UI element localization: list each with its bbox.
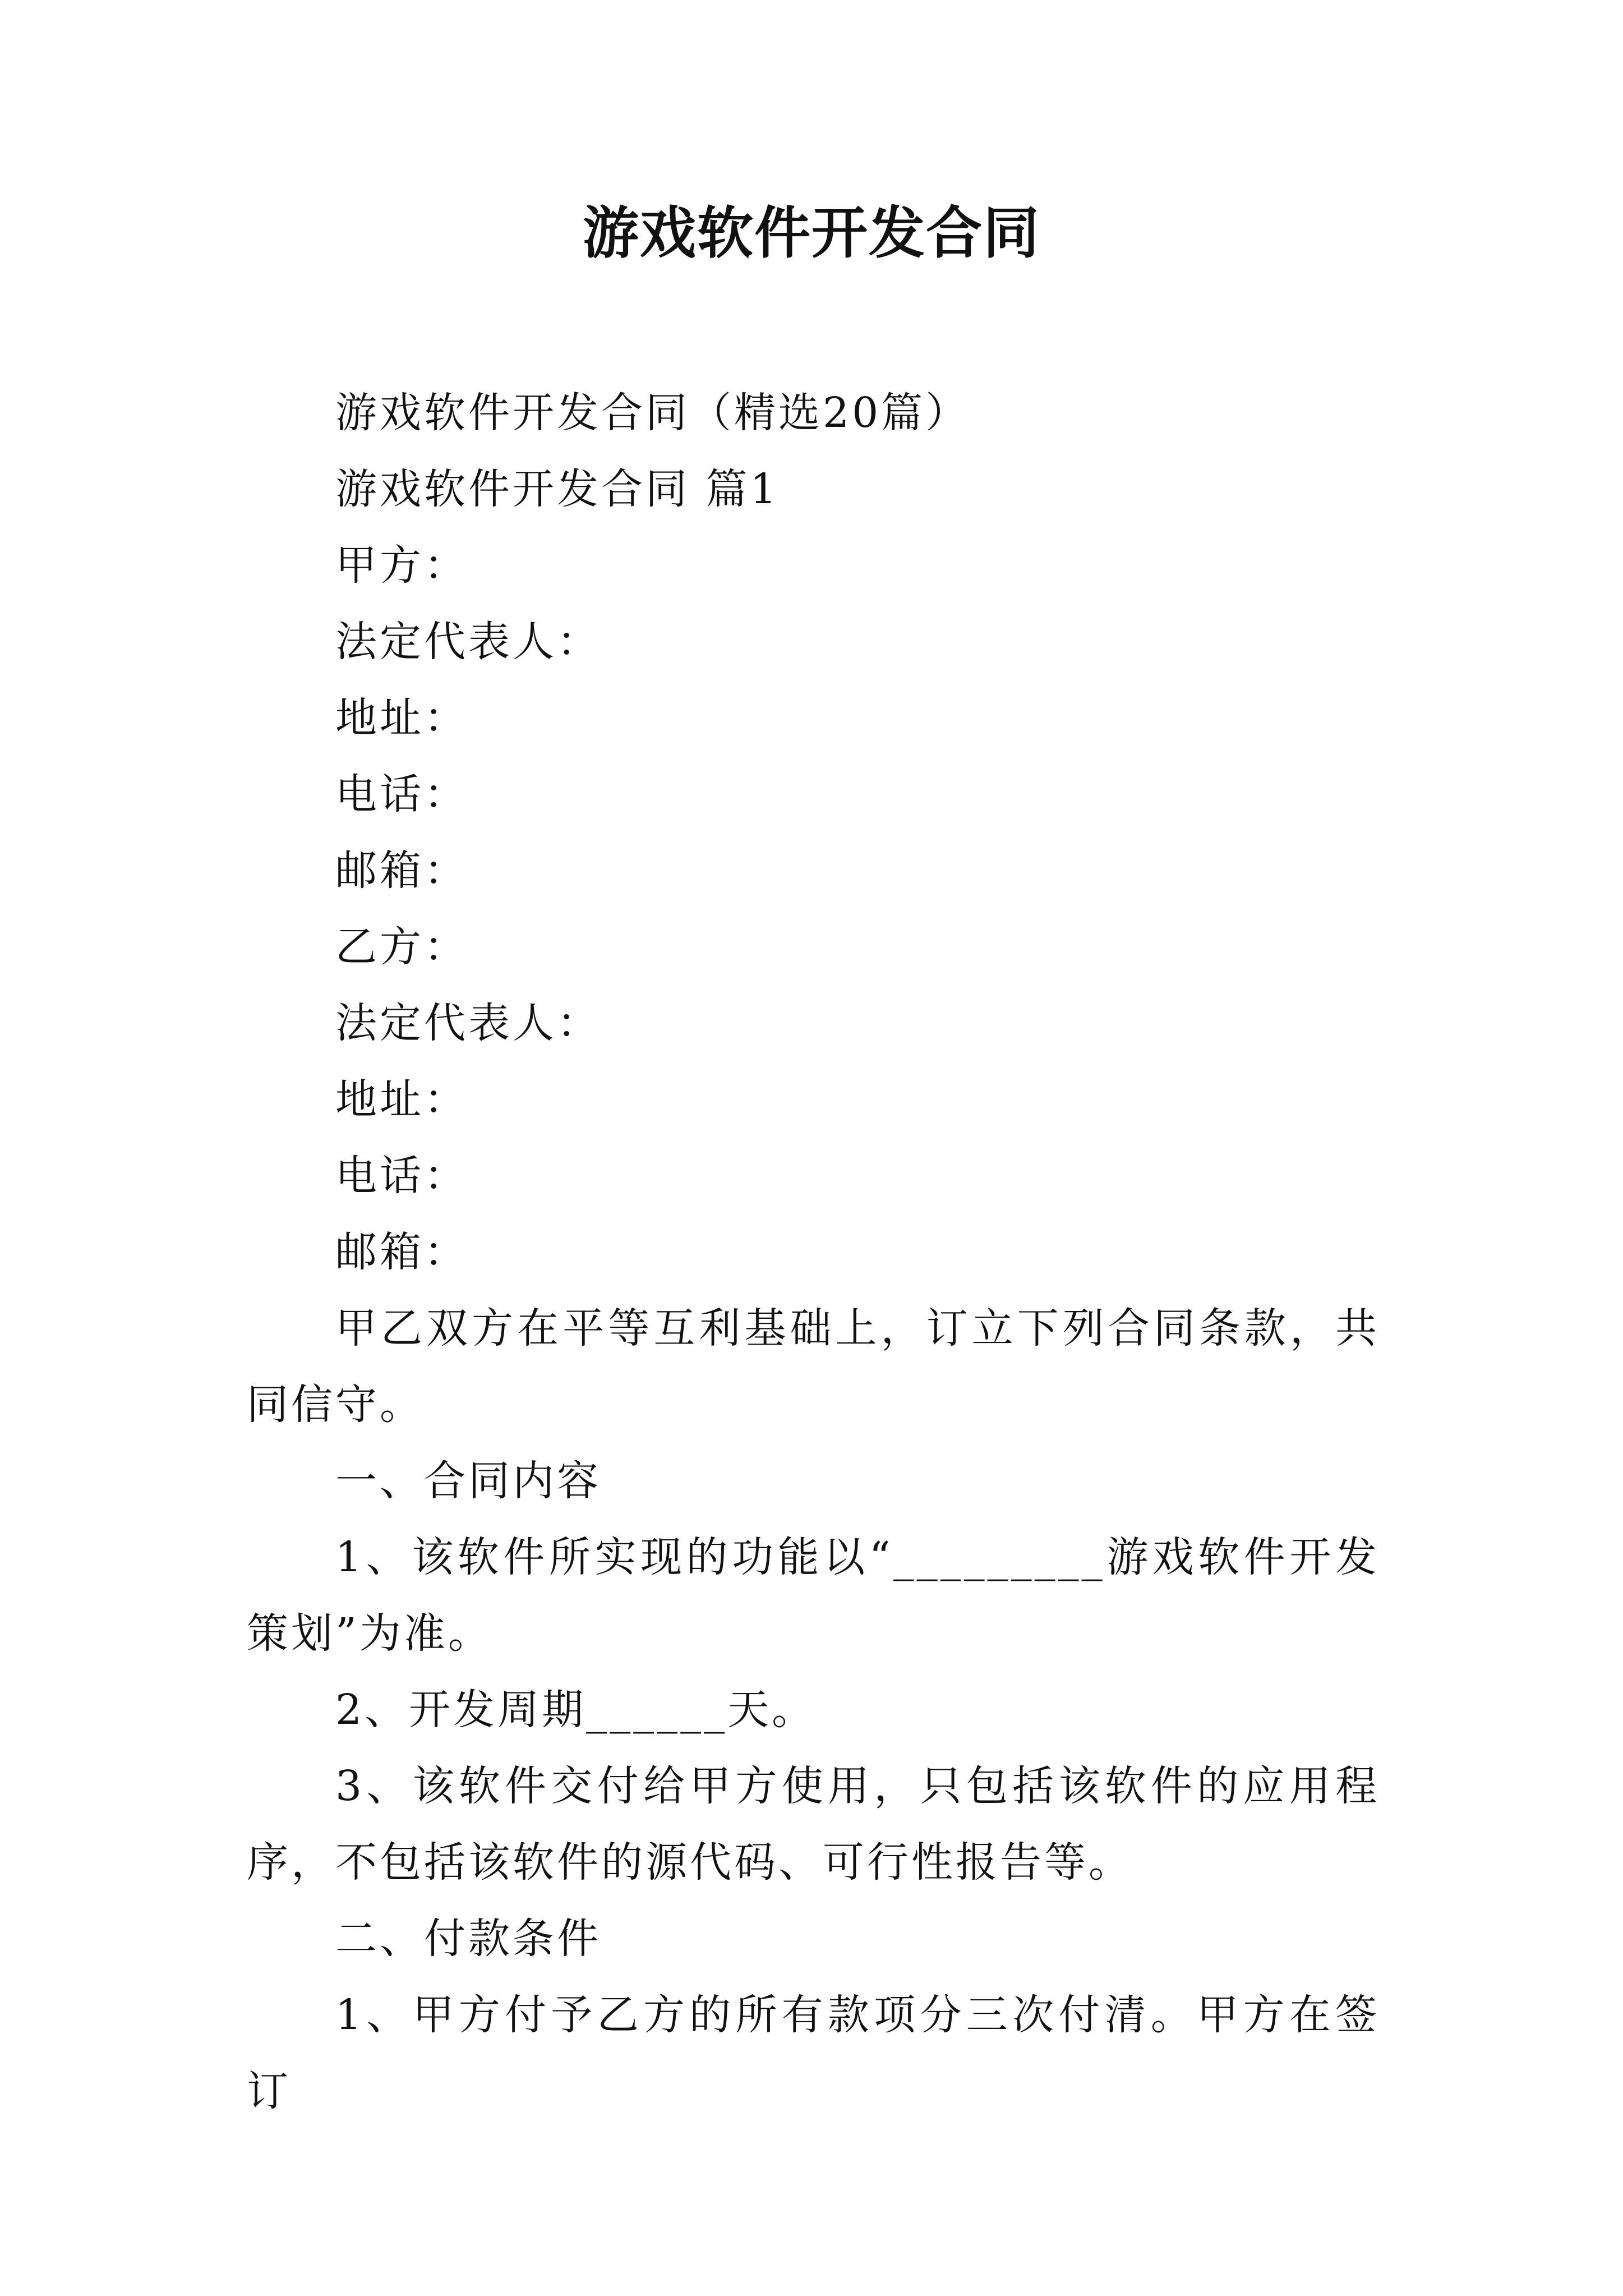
paragraph-subtitle: 游戏软件开发合同（精选20篇）: [335, 389, 970, 437]
party-b-email: 邮箱：: [335, 1228, 468, 1276]
party-a-legal-rep: 法定代表人：: [335, 618, 601, 666]
party-b-phone: 电话：: [335, 1152, 468, 1200]
document-title: 游戏软件开发合同: [583, 200, 1040, 266]
party-a-label: 甲方：: [335, 541, 468, 590]
party-a-phone: 电话：: [335, 770, 468, 818]
clause-2-1: 1、甲方付予乙方的所有款项分三次付清。甲方在签订: [247, 1991, 1380, 2115]
party-b-address: 地址：: [335, 1075, 468, 1124]
heading-payment-terms: 二、付款条件: [335, 1915, 601, 1963]
preamble-paragraph: 甲乙双方在平等互利基础上，订立下列合同条款，共同信守。: [247, 1304, 1380, 1429]
party-a-email: 邮箱：: [335, 846, 468, 895]
paragraph-section-heading: 游戏软件开发合同 篇1: [335, 465, 780, 513]
party-a-address: 地址：: [335, 694, 468, 742]
document-body: [247, 375, 1380, 2129]
clause-1-3: 3、该软件交付给甲方使用，只包括该软件的应用程序，不包括该软件的源代码、可行性报告等。: [247, 1762, 1380, 1887]
party-b-legal-rep: 法定代表人：: [335, 999, 601, 1047]
clause-1-1: 1、该软件所实现的功能以“_________游戏软件开发策划”为准。: [247, 1533, 1380, 1658]
heading-contract-content: 一、合同内容: [335, 1457, 601, 1505]
clause-1-2: 2、开发周期______天。: [335, 1686, 817, 1734]
party-b-label: 乙方：: [335, 923, 468, 971]
